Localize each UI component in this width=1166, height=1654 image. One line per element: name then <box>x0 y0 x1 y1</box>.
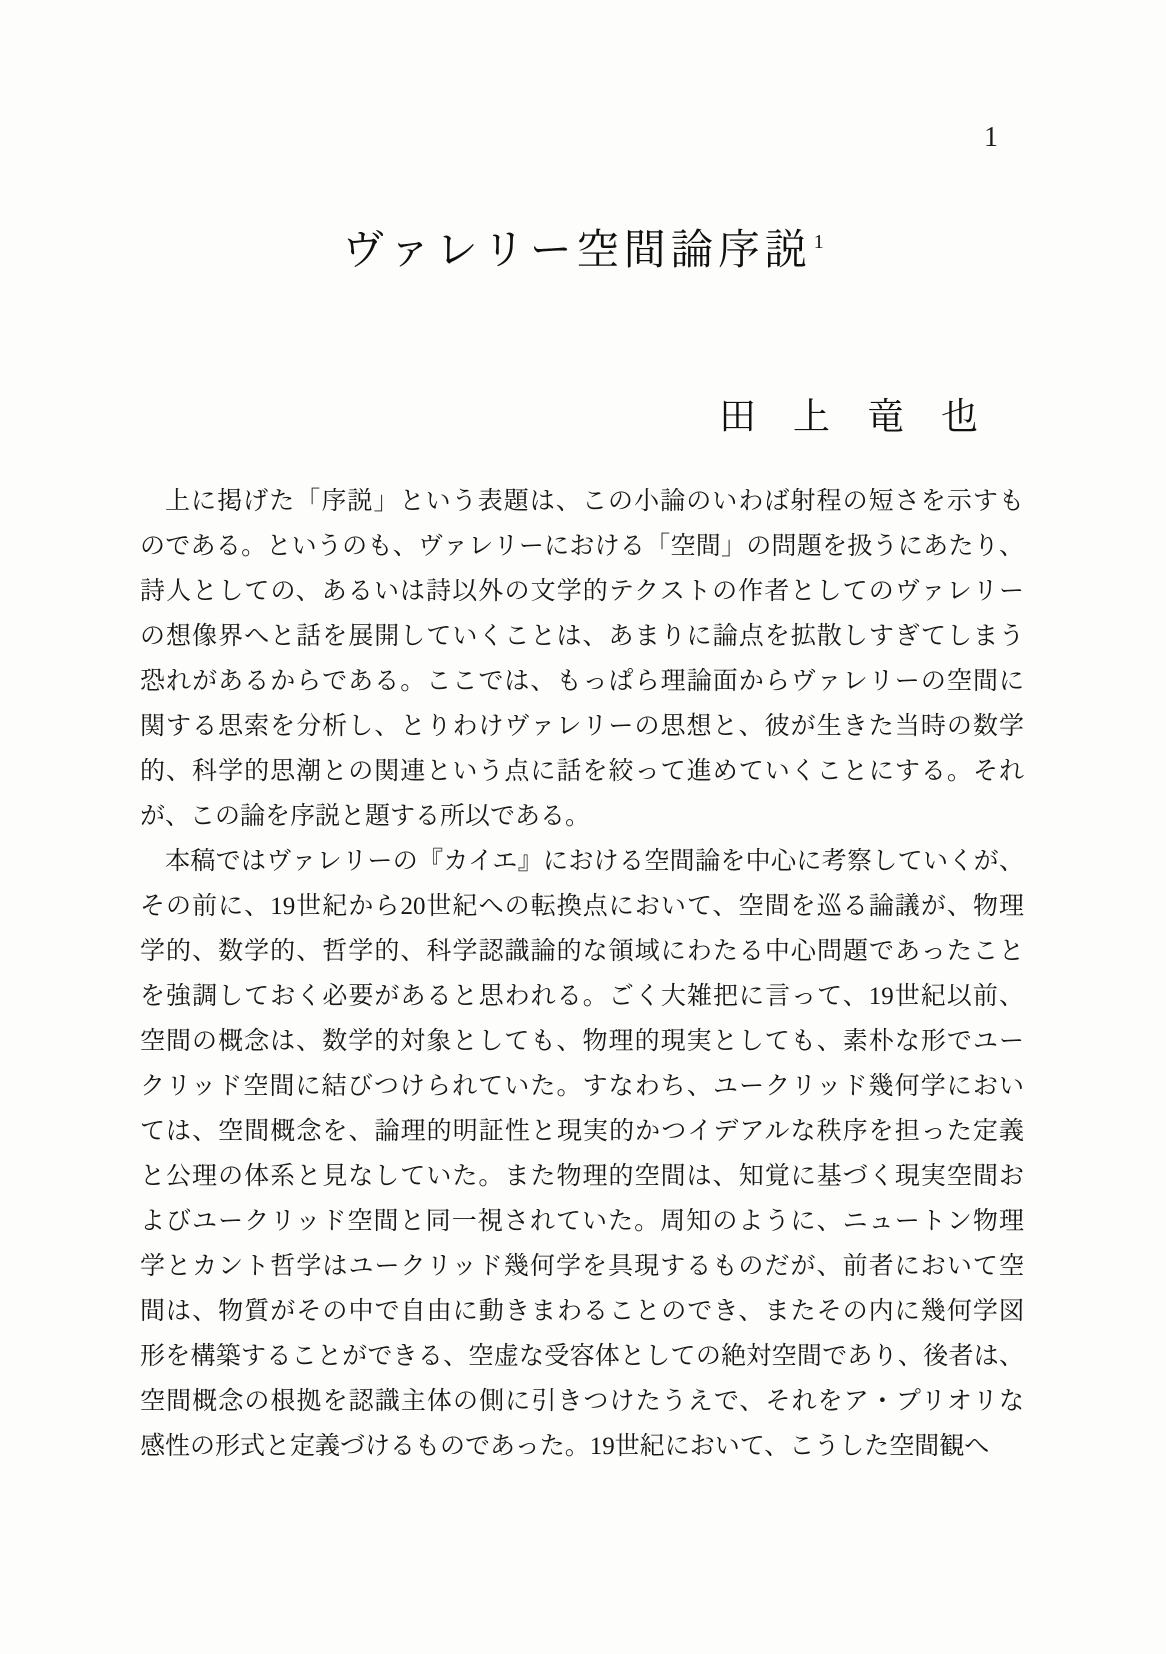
page-title <box>0 224 1166 279</box>
text-line: 関する思索を分析し、とりわけヴァレリーの思想と、彼が生きた当時の数学 <box>140 713 1024 740</box>
text-line: 学的、数学的、哲学的、科学認識論的な領域にわたる中心問題であったこと <box>140 938 1024 965</box>
text-line: 本稿ではヴァレリーの『カイエ』における空間論を中心に考察していくが、 <box>165 848 1024 875</box>
text-line: が、この論を序説と題する所以である。 <box>140 803 591 830</box>
text-line: 恐れがあるからである。ここでは、もっぱら理論面からヴァレリーの空間に <box>140 668 1024 695</box>
page-number: 1 <box>984 122 998 153</box>
text-line: 間は、物質がその中で自由に動きまわることのでき、またその内に幾何学図 <box>140 1298 1024 1325</box>
text-line: 詩人としての、あるいは詩以外の文学的テクストの作者としてのヴァレリー <box>140 578 1024 605</box>
author-name: 田 上 竜 也 <box>719 397 978 438</box>
title-footnote-mark: 1 <box>813 231 824 253</box>
text-line: ては、空間概念を、論理的明証性と現実的かつイデアルな秩序を担った定義 <box>140 1118 1024 1145</box>
text-line: クリッド空間に結びつけられていた。すなわち、ユークリッド幾何学におい <box>140 1073 1024 1100</box>
text-line: その前に、19世紀から20世紀への転換点において、空間を巡る論議が、物理 <box>140 893 1024 920</box>
text-line: 空間の概念は、数学的対象としても、物理的現実としても、素朴な形でユー <box>140 1028 1024 1055</box>
text-line: 形を構築することができる、空虚な受容体としての絶対空間であり、後者は、 <box>140 1343 1024 1370</box>
text-line: のである。というのも、ヴァレリーにおける「空間」の問題を扱うにあたり、 <box>140 533 1024 560</box>
text-line: と公理の体系と見なしていた。また物理的空間は、知覚に基づく現実空間お <box>140 1163 1024 1190</box>
text-line: 空間概念の根拠を認識主体の側に引きつけたうえで、それをア・プリオリな <box>140 1388 1024 1415</box>
body-text <box>140 479 1024 1469</box>
title-text: ヴァレリー空間論序説 <box>342 228 812 274</box>
text-line: 上に掲げた「序説」という表題は、この小論のいわば射程の短さを示すも <box>165 488 1024 515</box>
text-line: を強調しておく必要があると思われる。ごく大雑把に言って、19世紀以前、 <box>140 983 1024 1010</box>
text-line: よびユークリッド空間と同一視されていた。周知のように、ニュートン物理 <box>140 1208 1024 1235</box>
text-line: の想像界へと話を展開していくことは、あまりに論点を拡散しすぎてしまう <box>140 623 1024 650</box>
paragraph <box>140 839 1024 1469</box>
text-line: 学とカント哲学はユークリッド幾何学を具現するものだが、前者において空 <box>140 1253 1024 1280</box>
paragraph <box>140 479 1024 839</box>
text-line: 的、科学的思潮との関連という点に話を絞って進めていくことにする。それ <box>140 758 1024 785</box>
text-line: 感性の形式と定義づけるものであった。19世紀において、こうした空間観へ <box>140 1433 990 1460</box>
